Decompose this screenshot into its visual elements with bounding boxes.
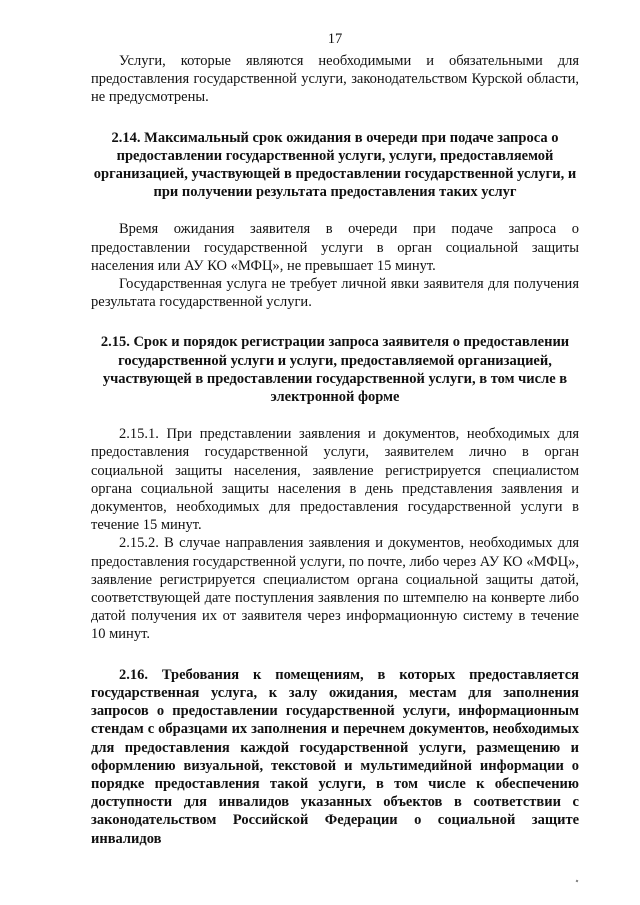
section-2-15-2-paragraph: 2.15.2. В случае направления заявления и документов, необходимых для предоставления государственной услуги, по почте, либо через АУ КО «МФЦ», заявление регистрируется специалистом органа социальной защиты датой, соответствующей дате поступления заявления по штемпелю на конверте либо датой получения их от заявителя через информационную систему в течение 10 минут. <box>91 535 579 643</box>
scan-speck <box>576 880 579 883</box>
page-number: 17 <box>327 31 343 47</box>
intro-paragraph: Услуги, которые являются необходимыми и обязательными для предоставления государственной услуги, законодательством Курской области, не предусмотрены. <box>91 53 579 106</box>
section-2-14-paragraph-1: Время ожидания заявителя в очереди при подаче запроса о предоставлении государственной услуги в орган социальной защиты населения или АУ КО «МФЦ», не превышает 15 минут. <box>91 221 579 274</box>
section-2-14-paragraph-2: Государственная услуга не требует личной явки заявителя для получения результата государственной услуги. <box>91 276 579 311</box>
section-2-14-title: 2.14. Максимальный срок ожидания в очереди при подаче запроса о предоставлении государственной услуги, услуги, предоставляемой организацией, участвующей в предоставлении государственной услуги, и при получении результата предоставления таких услуг <box>93 129 577 201</box>
section-2-15-1-paragraph: 2.15.1. При представлении заявления и документов, необходимых для предоставления государственной услуги, заявителем лично в орган социальной защиты населения, заявление регистрируется специалистом органа социальной защиты населения в день представления заявления и документов, необходимых для предоставления государственной услуги в течение 15 минут. <box>91 426 579 534</box>
document-page <box>91 30 579 848</box>
section-2-16-title: 2.16. Требования к помещениям, в которых предоставляется государственная услуга, к залу ожидания, местам для заполнения запросов о предоставлении государственной услуги, информационным стендам с образцами их заполнения и перечнем документов, необходимых для предоставления каждой государственной услуги, размещению и оформлению визуальной, текстовой и мультимедийной информации о порядке предоставления такой услуги, в том числе к обеспечению доступности для инвалидов указанных объектов в соответствии с законодательством Российской Федерации о социальной защите инвалидов <box>91 666 579 847</box>
section-2-15-title: 2.15. Срок и порядок регистрации запроса заявителя о предоставлении государственной услуги и услуги, предоставляемой организацией, участвующей в предоставлении государственной услуги, в том числе в электронной форме <box>100 334 570 406</box>
